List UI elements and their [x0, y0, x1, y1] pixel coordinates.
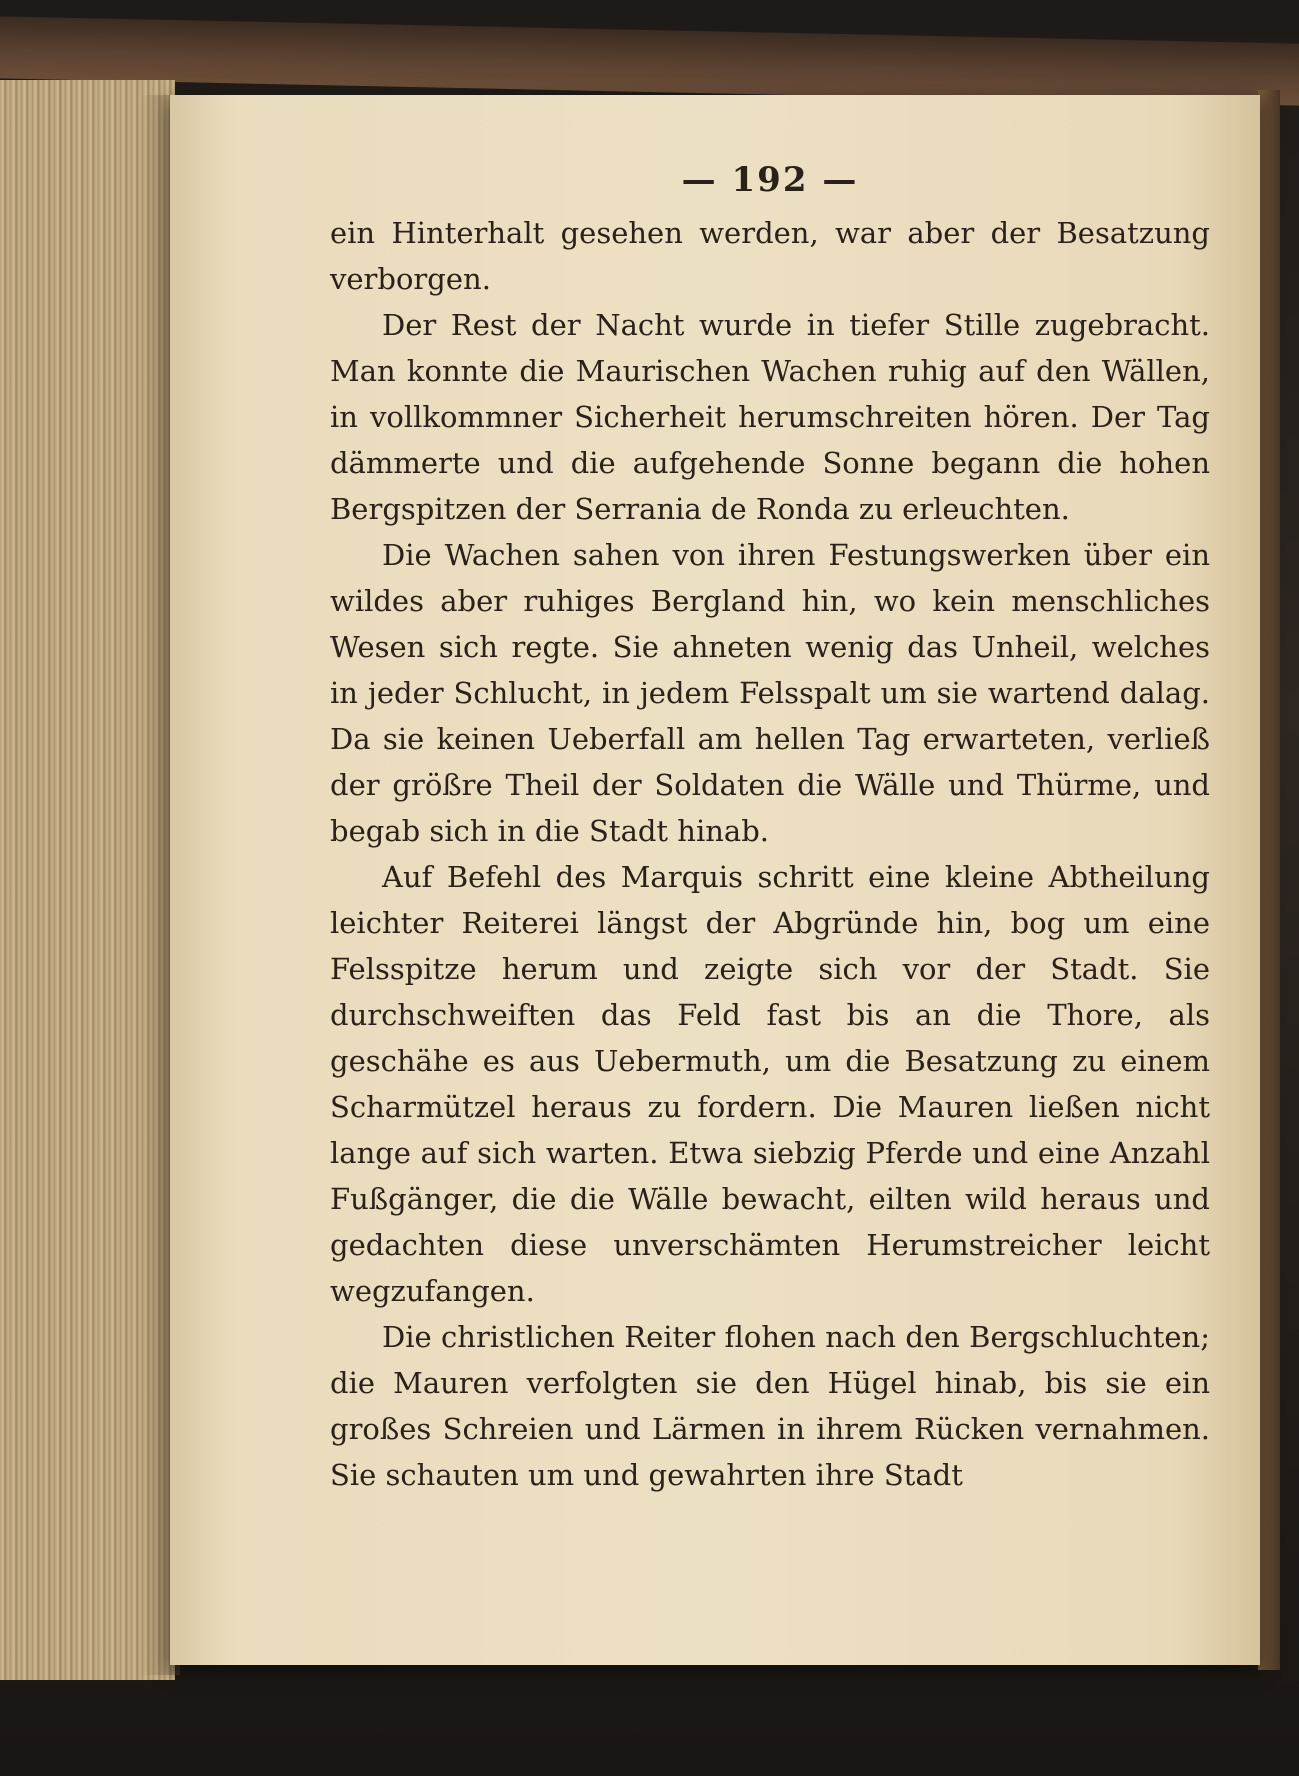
paragraph-5: Die christlichen Reiter flohen nach den Bergschluchten; die Mauren verfolgten sie den Hügel hinab, bis sie ein großes Schreien und Lärmen in ihrem Rücken vernahmen. Sie schauten um und gewahrten ihre Stadt	[330, 1320, 1210, 1492]
paragraph-4: Auf Befehl des Marquis schritt eine kleine Abtheilung leichter Reiterei längst der Abgründe hin, bog um eine Felsspitze herum und zeigte sich vor der Stadt. Sie durchschweiften das Feld fast bis an die Thore, als geschähe es aus Uebermuth, um die Besatzung zu einem Scharmützel heraus zu fordern. Die Mauren ließen nicht lange auf sich warten. Etwa siebzig Pferde und eine Anzahl Fußgänger, die die Wälle bewacht, eilten wild heraus und gedachten diese unverschämten Herumstreicher leicht wegzufangen.	[330, 860, 1210, 1308]
paragraph-3: Die Wachen sahen von ihren Festungswerken über ein wildes aber ruhiges Bergland hin, wo kein menschliches Wesen sich regte. Sie ahneten wenig das Unheil, welches in jeder Schlucht, in jedem Felsspalt um sie wartend dalag. Da sie keinen Ueberfall am hellen Tag erwarteten, verließ der größre Theil der Soldaten die Wälle und Thürme, und begab sich in die Stadt hinab.	[330, 538, 1210, 848]
page-number: — 192 —	[681, 160, 859, 200]
paragraph-2: Der Rest der Nacht wurde in tiefer Stille zugebracht. Man konnte die Maurischen Wachen ruhig auf den Wällen, in vollkommner Sicherheit herumschreiten hören. Der Tag dämmerte und die aufgehende Sonne begann die hohen Bergspitzen der Serrania de Ronda zu erleuchten.	[330, 308, 1210, 526]
body-text	[330, 210, 1210, 1498]
paragraph-1: ein Hinterhalt gesehen werden, war aber der Besatzung verborgen.	[330, 216, 1210, 296]
book-cover-right-edge	[1258, 90, 1280, 1670]
